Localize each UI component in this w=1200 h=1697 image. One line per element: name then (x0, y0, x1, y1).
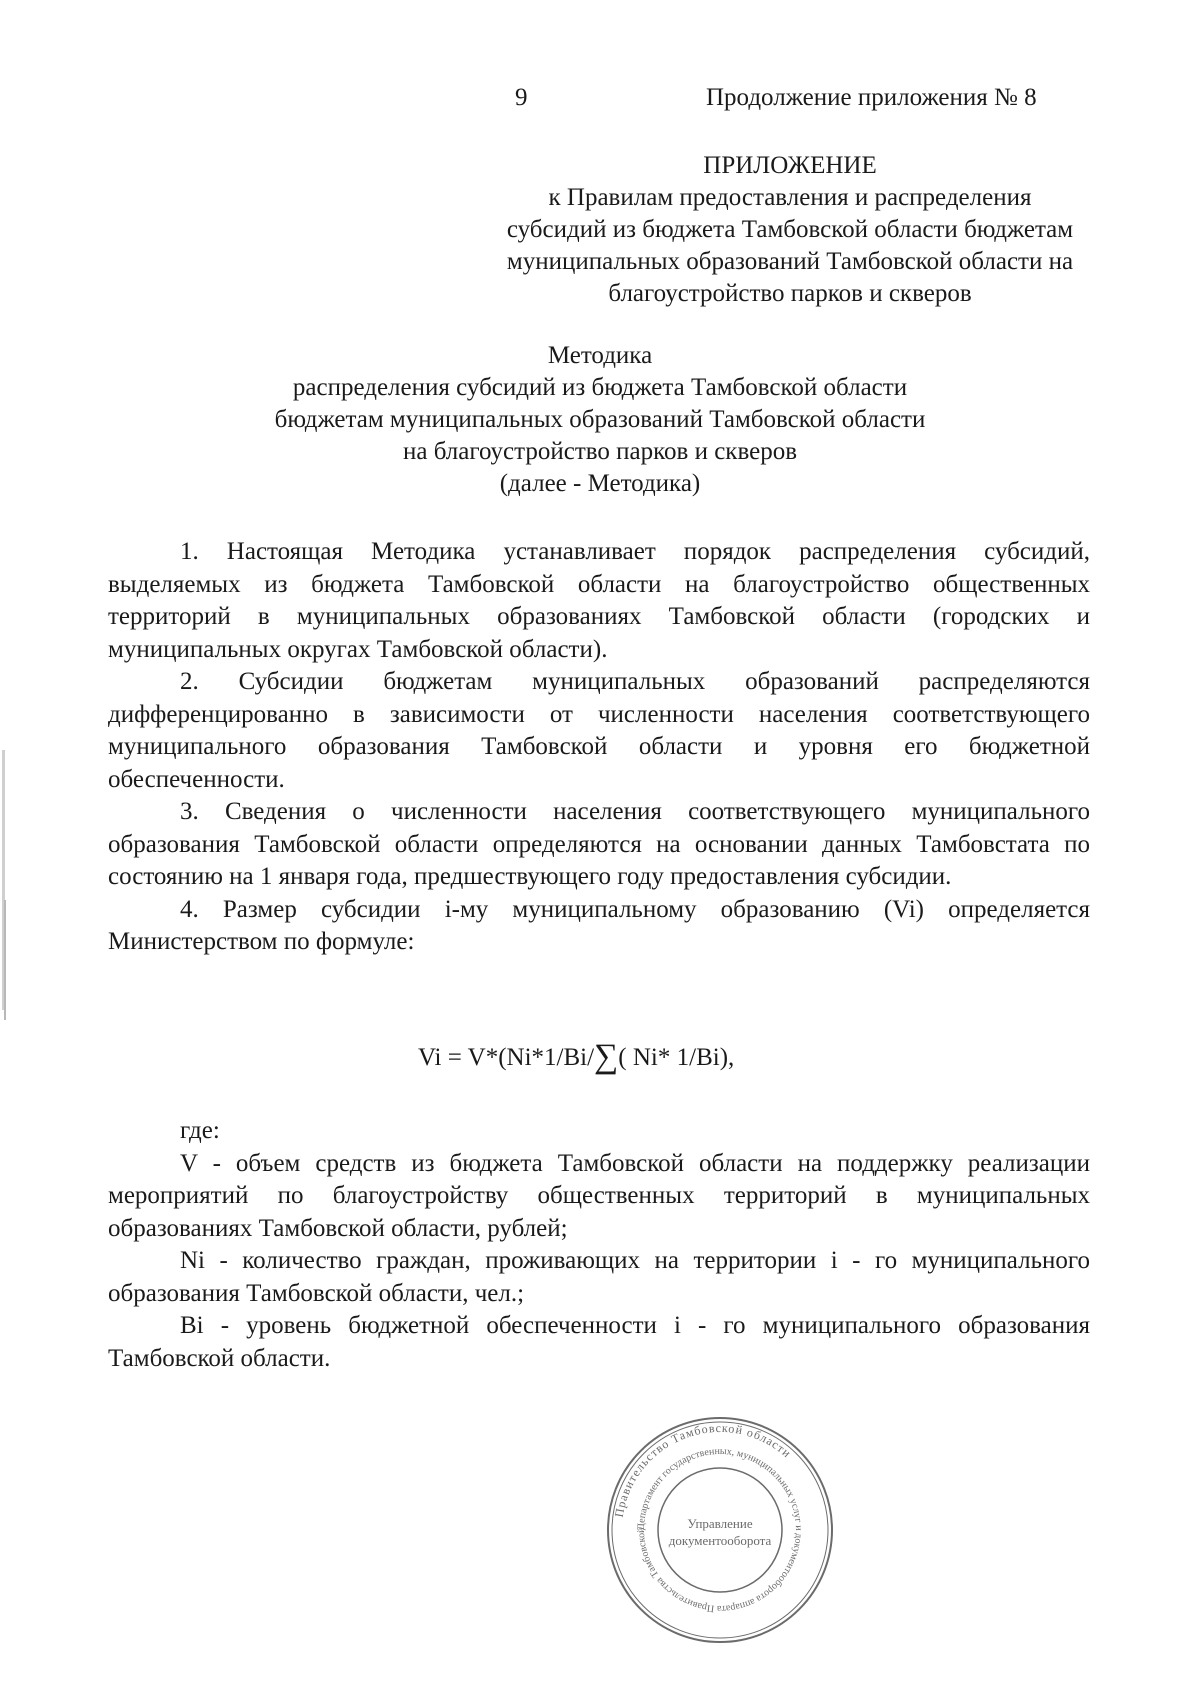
stamp-outer-text: Правительство Тамбовской области (611, 1420, 795, 1519)
method-subtitle-line: на благоустройство парков и скверов (402, 438, 798, 465)
appendix-line: благоустройство парков и скверов (608, 280, 972, 307)
method-subtitle-line: бюджетам муниципальных образований Тамбовской области (274, 406, 926, 433)
sigma-symbol: ∑ (594, 1038, 619, 1075)
definition-ni: Ni - количество граждан, проживающих на территории i - го муниципального образования Тамбовской области, чел.; (108, 1247, 1090, 1307)
definition-v: V - объем средств из бюджета Тамбовской области на поддержку реализации мероприятий по благоустройству общественных территорий в муниципальных образованиях Тамбовской области, рублей; (108, 1149, 1090, 1242)
appendix-line: субсидий из бюджета Тамбовской области бюджетам (506, 216, 1074, 243)
stamp-seal-icon (600, 1410, 840, 1650)
stamp-center-line1: Управление (687, 1516, 753, 1531)
body-text (108, 536, 1090, 959)
formula (418, 1038, 734, 1076)
scan-edge-mark (0, 0, 12, 1697)
appendix-title: ПРИЛОЖЕНИЕ (703, 152, 877, 179)
method-title-block (150, 340, 1050, 500)
where-label: где: (180, 1117, 220, 1144)
appendix-header (440, 150, 1140, 310)
official-stamp (600, 1410, 840, 1655)
continuation-label: Продолжение приложения № 8 (706, 84, 1037, 111)
appendix-line: муниципальных образований Тамбовской области на (506, 248, 1074, 275)
paragraph-4: 4. Размер субсидии i-му муниципальному образованию (Vi) определяется Министерством по формуле: (108, 895, 1090, 955)
formula-legend (108, 1115, 1090, 1375)
appendix-line: к Правилам предоставления и распределения (548, 184, 1032, 211)
method-title: Методика (547, 342, 653, 369)
formula-right: ( Ni* 1/Bi), (618, 1044, 735, 1071)
formula-left: Vi = V*(Ni*1/Bi/ (418, 1044, 595, 1071)
method-subtitle-line: распределения субсидий из бюджета Тамбовской области (292, 374, 908, 401)
paragraph-1: 1. Настоящая Методика устанавливает порядок распределения субсидий, выделяемых из бюджета Тамбовской области на благоустройство общественных территорий в муниципальных образованиях Тамбовской области (городских и муниципальных округах Тамбовской области). (108, 538, 1090, 663)
stamp-center-line2: документооборота (668, 1533, 772, 1548)
method-subtitle-line: (далее - Методика) (499, 470, 701, 497)
page-number: 9 (515, 84, 528, 111)
stamp-ring-text: Департамент государственных, муниципальных услуг и документооборота аппарата Правительства Тамбовской (635, 1445, 805, 1615)
paragraph-2: 2. Субсидии бюджетам муниципальных образований распределяются дифференцированно в зависимости от численности населения соответствующего муниципального образования Тамбовской области и уровня его бюджетной обеспеченности. (108, 668, 1090, 793)
paragraph-3: 3. Сведения о численности населения соответствующего муниципального образования Тамбовской области определяются на основании данных Тамбовстата по состоянию на 1 января года, предшествующего году предоставления субсидии. (108, 798, 1090, 890)
definition-bi: Bi - уровень бюджетной обеспеченности i - го муниципального образования Тамбовской области. (108, 1312, 1090, 1372)
